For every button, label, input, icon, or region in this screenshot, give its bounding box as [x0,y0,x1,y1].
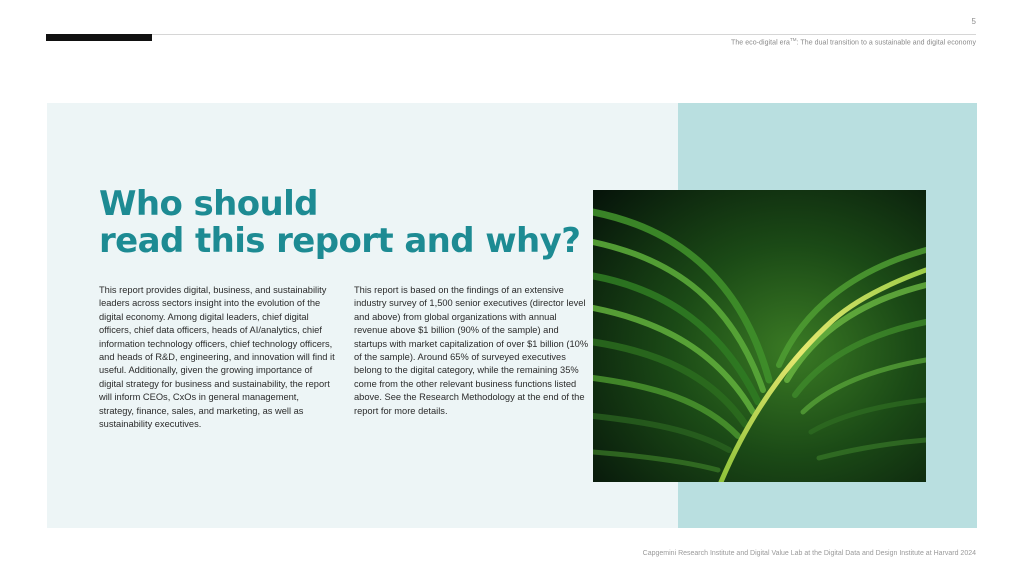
title-line-2: read this report and why? [99,221,581,261]
trademark-sup: TM [789,37,797,42]
header-rule [46,34,976,35]
page-title [99,186,580,260]
page-number: 5 [971,17,976,26]
title-line-1: Who should [99,184,318,224]
palm-leaf-photo [593,190,926,482]
footer-credit: Capgemini Research Institute and Digital Value Lab at the Digital Data and Design Institute at Harvard 2024 [642,550,976,557]
intro-paragraph-right: This report is based on the findings of an extensive industry survey of 1,500 senior executives (director level and above) from global organizations with annual revenue above $1 billion (90% of the sample) and startups with market capitalization of over $1 billion (10% of the sample). Around 65% of surveyed executives belong to the digital category, while the remaining 35% come from the other relevant business functions listed above. See the Research Methodology at the end of the report for more details. [354,285,589,416]
subtitle-suffix: : The dual transition to a sustainable and digital economy [796,39,976,47]
header-accent-bar [46,34,152,41]
intro-paragraph-left: This report provides digital, business, and sustainability leaders across sectors insight into the evolution of the digital economy. Among digital leaders, chief digital officers, chief data officers, heads of AI/analytics, chief information technology officers, chief technology officers, and heads of R&D, engineering, and innovation will find it useful. Additionally, given the growing importance of digital strategy for business and sustainability, the report will inform CEOs, CxOs in general management, strategy, finance, sales, and marketing, as well as sustainability executives. [99,285,335,430]
report-subtitle [731,37,976,46]
subtitle-prefix: The eco-digital era [731,39,790,47]
